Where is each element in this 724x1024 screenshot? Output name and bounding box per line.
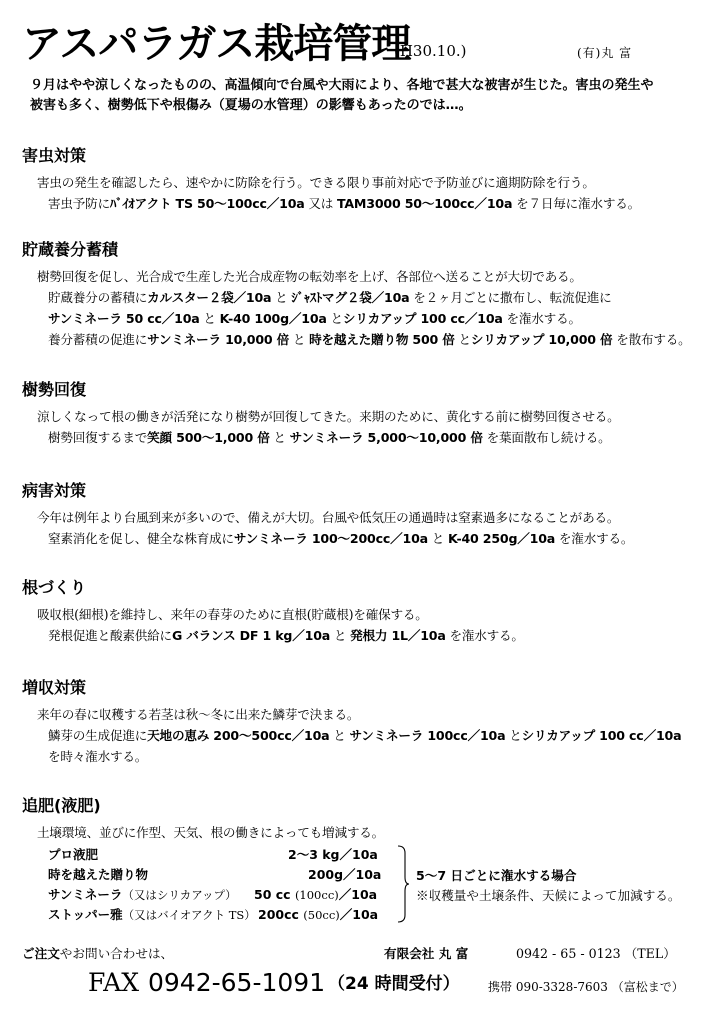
text-run: を７日毎に潅水する。 [512,196,641,211]
company-name: 有限会社 丸 富 [384,946,469,961]
text-run: 窒素消化を促し、健全な株育成に [48,531,234,546]
section-yield-increase [22,678,712,767]
text-run: 鱗芽の生成促進に [48,728,148,743]
intro-line-2: 被害も多く、樹勢低下や根傷み（夏場の水管理）の影響もあったのでは…。 [30,98,472,113]
section-title: 害虫対策 [22,146,87,165]
section-pest-control [22,146,712,214]
section-topdressing [22,796,712,843]
product-dosage: TAM3000 50～100cc／10a [336,196,513,211]
title-date: (H30.10.) [394,42,467,60]
text-run: と [427,531,448,546]
section-line: 樹勢回復を促し、光合成で生産した光合成産物の転効率を上げ、各部位へ送ることが大切である。 [37,269,582,284]
intro-paragraph [30,76,690,116]
text-run: 又は [304,196,337,211]
product-dosage: シリカアップ 100 cc／10a [521,728,682,743]
section-line [22,625,712,646]
fertilizer-amount: 2～3 kg／10a [288,847,378,862]
product-dosage: 笑顔 500～1,000 倍 [147,430,270,445]
section-nutrient-storage [22,240,712,350]
fax-label: FAX [88,968,140,997]
fax-hours-note: （24 時間受付） [328,974,460,994]
text-run: と [326,311,343,326]
product-dosage: サンミネーラ 5,000～10,000 倍 [289,430,483,445]
fertilizer-note-interval: 5～7 日ごとに潅水する場合 [416,868,577,883]
fertilizer-note-adjust: ※収穫量や土壌条件、天候によって加減する。 [416,888,681,903]
section-line: 今年は例年より台風到来が多いので、備えが大切。台風や低気圧の通過時は窒素過多になることがある。 [37,510,620,525]
intro-line-1: ９月はやや涼しくなったものの、高温傾向で台風や大雨により、各地で甚大な被害が生じた。害虫の発生や [30,78,654,93]
fertilizer-name: 時を越えた贈り物 [48,867,149,882]
text-run: と [330,628,351,643]
section-title: 樹勢回復 [22,380,87,399]
text-run: を潅水する。 [502,311,581,326]
text-run: 養分蓄積の促進に [48,332,148,347]
fertilizer-name: ストッパー雅（又はバイオアクト TS） [48,907,256,922]
text-run: と [329,728,350,743]
section-title: 追肥(液肥) [22,796,101,815]
product-dosage: 発根力 1L／10a [350,628,446,643]
product-dosage: K-40 250g／10a [447,531,556,546]
section-line: 吸収根(細根)を維持し、来年の春芽のために直根(貯蔵根)を確保する。 [37,607,428,622]
text-run: と [454,332,471,347]
text-run: を潅水する。 [555,531,634,546]
section-title: 貯蔵養分蓄積 [22,240,119,259]
fertilizer-name: サンミネーラ（又はシリカアップ） [48,887,237,902]
product-dosage: 天地の恵み 200～500cc／10a [147,728,330,743]
fertilizer-amount: 200cc (50cc)／10a [258,907,379,922]
text-run: 害虫予防に [48,196,110,211]
section-line [22,287,712,308]
section-line [22,329,712,350]
title-company: (有)丸 富 [577,46,633,60]
text-run: を２ヶ月ごとに撒布し、転流促進に [409,290,612,305]
contact-line [22,943,712,965]
fertilizer-amount: 200g／10a [308,867,382,882]
text-run: と [271,290,292,305]
text-run: と [199,311,220,326]
product-dosage: カルスター２袋／10a [147,290,272,305]
section-disease-control [22,481,712,549]
section-line: 害虫の発生を確認したら、速やかに防除を行う。できる限り事前対応で予防並びに適期防除を行う。 [37,175,595,190]
product-dosage: G バランス DF 1 kg／10a [171,628,331,643]
mobile-number: 携帯 090-3328-7603 （富松まで） [488,980,684,994]
product-dosage: サンミネーラ 100～200cc／10a [233,531,428,546]
product-dosage: ｼﾞｬｽﾄマグ２袋／10a [291,290,410,305]
section-line: を時々潅水する。 [48,749,148,764]
section-root-building [22,578,712,646]
telephone-number: 0942 - 65 - 0123 （TEL） [516,946,676,961]
section-line [22,427,712,448]
section-line [22,528,712,549]
fertilizer-name: プロ液肥 [48,847,99,862]
section-line: 土壌環境、並びに作型、天気、根の働きによっても増減する。 [37,825,385,840]
fax-number: 0942-65-1091 [148,968,326,997]
product-dosage: サンミネーラ 100cc／10a [349,728,506,743]
text-run: 貯蔵養分の蓄積に [48,290,148,305]
brace-icon [396,845,410,923]
fax-line [88,966,718,1006]
product-dosage: シリカアップ 100 cc／10a [342,311,503,326]
page-title: アスパラガス栽培管理 [22,21,411,67]
text-run: 発根促進と酸素供給に [48,628,172,643]
section-line [22,308,712,329]
product-dosage: ﾊﾞｲｵアクト TS 50～100cc／10a [109,196,305,211]
text-run: を潅水する。 [445,628,524,643]
text-run: を散布する。 [612,332,691,347]
text-run: と [505,728,522,743]
product-dosage: サンミネーラ 50 cc／10a [48,311,200,326]
fertilizer-amount: 50 cc (100cc)／10a [254,887,378,902]
section-line [22,193,712,214]
order-inquiry-text: ご注文やお問い合わせは、 [22,946,174,961]
text-run: 樹勢回復するまで [48,430,148,445]
section-line: 来年の春に収穫する若茎は秋～冬に出来た鱗芽で決まる。 [37,707,360,722]
section-title: 根づくり [22,578,87,597]
text-run: を葉面散布し続ける。 [482,430,611,445]
section-title: 病害対策 [22,481,87,500]
product-dosage: サンミネーラ 10,000 倍 [147,332,290,347]
text-run: と [269,430,290,445]
section-line [22,725,712,746]
product-dosage: K-40 100g／10a [219,311,327,326]
product-dosage: 時を越えた贈り物 500 倍 [309,332,455,347]
section-vigor-recovery [22,380,712,448]
section-title: 増収対策 [22,678,87,697]
text-run: と [289,332,310,347]
title-row [22,18,702,70]
section-line: 涼しくなって根の働きが活発になり樹勢が回復してきた。来期のために、黄化する前に樹勢回復させる。 [37,409,620,424]
fertilizer-table [48,845,708,925]
product-dosage: シリカアップ 10,000 倍 [470,332,613,347]
